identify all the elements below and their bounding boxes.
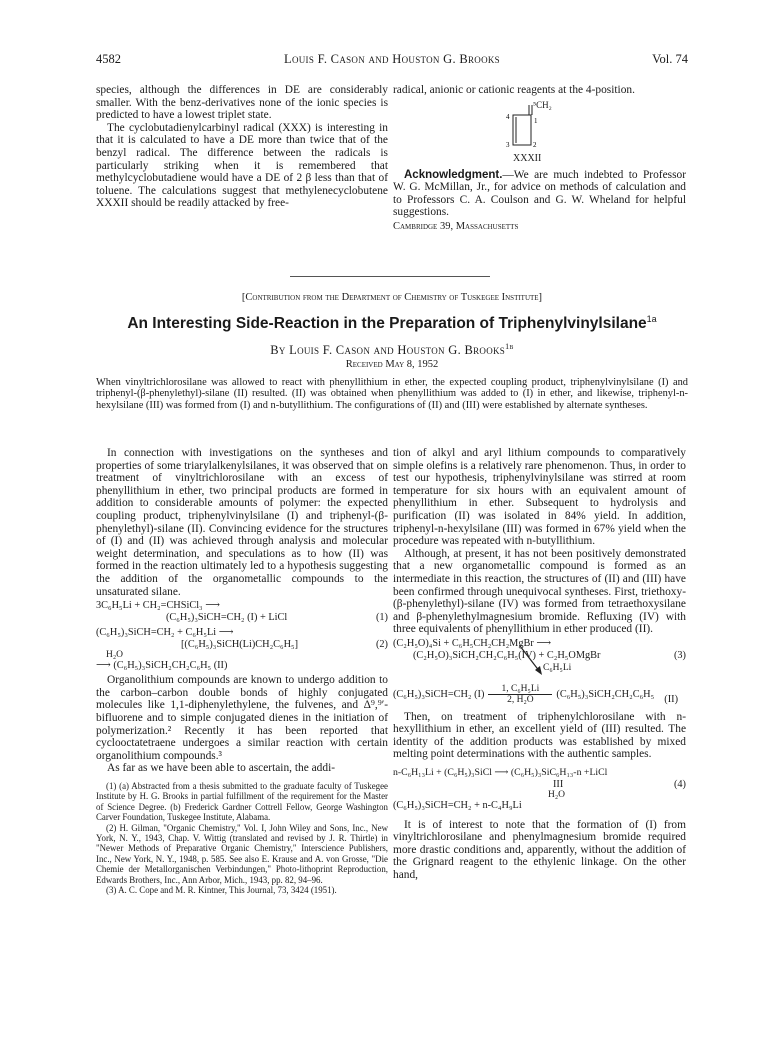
left-column — [96, 447, 388, 895]
footnote: (1) (a) Abstracted from a thesis submitted to the graduate faculty of Tuskegee Institute by H. G. Brooks in partial fulfillment of the requirement for the Master of Science Degree. (b) Frederick Gardner Cottrell Fellow, George Washington Carver Foundation, Tuskegee Institute, Alabama. — [96, 780, 388, 823]
reaction-arrow — [488, 684, 552, 705]
equation-number: (4) — [673, 779, 686, 791]
cyclobutene-ring-drawing — [503, 103, 543, 151]
equation-2 — [96, 627, 388, 673]
compound-label: (II) — [664, 694, 678, 706]
byline — [96, 342, 688, 358]
structure-label: XXXII — [513, 152, 542, 164]
paragraph: radical, anionic or cationic reagents at the 4-position. — [393, 84, 635, 96]
ring-number-4: 4 — [506, 112, 510, 121]
top-right-column — [393, 84, 686, 234]
compound-label: III — [553, 779, 564, 791]
equation-line: 3C₆H₅Li + CH₂=CHSiCl₃ ⟶ — [96, 600, 220, 612]
equation-3 — [393, 638, 686, 707]
section-divider — [290, 276, 490, 277]
ring-number-2: 2 — [533, 140, 537, 149]
ring-number-3: 3 — [506, 140, 510, 149]
top-left-column — [96, 84, 388, 210]
paragraph: In connection with investigations on the syntheses and properties of some triarylalkenylsilanes, it was observed that on treatment of vinyltrichlorosilane with an excess of phenyllithium in ether, two principal products are formed in addition to considerable amounts of polymer: the expected coupling product, triphenylvinylsilane (I) and triphenyl-(β-phenylethyl)-silane (II). Convincing evidence for the structures of (I) and (II) was achieved through analysis and molecular weight determination, and speculations as to how (II) was formed in the reaction ultimately led to a hypothesis suggesting the addition of the organometallic compounds to the unsaturated silane. — [96, 447, 388, 598]
acknowledgment-text: —We are much indebted to Professor W. G. McMillan, Jr., for advice on methods of calculation and to Professors C. A. Coulson and G. W. Wheland for helpful suggestions. — [393, 168, 686, 219]
equation-line — [96, 639, 388, 651]
equation-number: (3) — [673, 650, 686, 662]
equation-1 — [96, 600, 388, 624]
equation-product: (C₆H₅)₃SiCH=CH₂ (I) + LiCl — [166, 612, 288, 624]
paragraph: As far as we have been able to ascertain, the addi- — [107, 762, 336, 775]
paragraph: Although, at present, it has not been positively demonstrated that a new organometallic compound is formed as an intermediate in this reaction, the structures of (II) and (III) have been confirmed through unequivocal syntheses. First, triethoxy-(β-phenylethyl)-silane (IV) was formed from tetraethoxysilane and β-phenylethylmagnesium bromide. Refluxing (IV) with three equivalents of phenyllithium in ether produced (II). — [393, 547, 686, 636]
equation-product: (C₆H₅)₃SiCH₂CH₂C₆H₅ — [556, 688, 655, 700]
equation-intermediate: [(C₆H₅)₃SiCH(Li)CH₂C₆H₅] — [181, 638, 299, 650]
equation-number: (1) — [375, 612, 388, 624]
article-title-text: An Interesting Side-Reaction in the Preparation of Triphenylvinylsilane — [127, 315, 647, 333]
reagent-label: H₂O — [548, 790, 566, 801]
equation-line: ⟶ (C₆H₅)₃SiCH₂CH₂C₆H₅ (II) — [96, 659, 228, 671]
contribution-line: [Contribution from the Department of Chemistry of Tuskegee Institute] — [241, 292, 543, 303]
paragraph: The cyclobutadienylcarbinyl radical (XXX) is interesting in that it is calculated to have a DE more than twice that of the benzyl radical. The difference between the radicals is particularly striking when it is remembered that methylcyclobutadiene would have a DE of 2 β less than that of toluene. The calculations suggest that methylenecyclobutene XXXII should be readily attacked by free- — [96, 121, 388, 210]
paragraph: species, although the differences in DE are considerably smaller. With the benz-derivatives none of the ionic species is predicted to have a lowest triplet state. — [96, 84, 388, 122]
footnotes — [96, 781, 388, 895]
received-date: Received May 8, 1952 — [345, 359, 439, 370]
byline-text: By Louis F. Cason and Houston G. Brooks — [270, 343, 506, 358]
acknowledgment-heading: Acknowledgment. — [404, 168, 503, 181]
arrow-reagent-top: 1, C₆H₅Li — [501, 684, 540, 695]
equation-line: (C₆H₅)₃SiCH=CH₂ + n-C₄H₉Li — [393, 800, 522, 812]
footnote: (3) A. C. Cope and M. R. Kintner, This Journal, 73, 3424 (1951). — [106, 884, 337, 895]
paragraph: It is of interest to note that the formation of (I) from vinyltrichlorosilane and phenylmagnesium bromide required more drastic conditions and, apparently, without the addition of the Grignard reagent to the ethylenic linkage. On the other hand, — [393, 818, 686, 881]
paragraph: Then, on treatment of triphenylchlorosilane with n-hexyllithium in ether, an excellent yield of (III) resulted. The identity of the addition products was established by mixed melting point determinations with the authentic samples. — [393, 710, 686, 761]
equation-line: (C₂H₅O)₄Si + C₆H₅CH₂CH₂MgBr ⟶ — [393, 637, 552, 649]
equation-number: (2) — [375, 638, 388, 650]
equation-4 — [393, 767, 686, 813]
equation-line — [96, 612, 388, 624]
paragraph: tion of alkyl and aryl lithium compounds to comparatively simple olefins is a relatively rare phenomenon. Thus, in order to test our hypothesis, triphenylvinylsilane was stirred at room temperature for six hours with an equivalent amount of phenyllithium in ether. Subsequent to hydrolysis and purification (II) was isolated in 84% yield. In addition, triphenyl-n-hexylsilane (III) was formed in 67% yield when the procedure was repeated with n-butyllithium. — [393, 447, 686, 548]
address: Cambridge 39, Massachusetts — [393, 220, 519, 232]
acknowledgment — [393, 169, 686, 219]
equation-line: n-C₆H₁₃Li + (C₆H₅)₃SiCl ⟶ (C₆H₅)₃SiC₆H₁₃-n +LiCl — [393, 766, 608, 778]
ring-number-1: 1 — [534, 116, 538, 125]
arrow-reagent-bottom: 2, H₂O — [507, 695, 534, 706]
reaction-branch — [393, 662, 686, 680]
right-column — [393, 447, 686, 881]
structure-xxxii — [393, 99, 686, 169]
running-title: Louis F. Cason and Houston G. Brooks — [284, 52, 500, 66]
reagent-label: C₆H₅Li — [543, 663, 572, 674]
article-title — [96, 314, 688, 333]
volume-label: Vol. 74 — [652, 52, 688, 66]
footnote: (2) H. Gilman, "Organic Chemistry," Vol. I, John Wiley and Sons, Inc., New York, N. Y., 1943, Chap. V. Wittig (translated and revised by J. R. Thirtle) in "Newer Methods of Preparative Organic Chemistry," Interscience Publishers, Inc., New York, N. Y., 1948, p. 585. See also E. Krause and A. von Grosse, "Die Chemie der Metallorganischen Verbindungen," Photo-lithoprint Reproduction, Edwards Brothers, Inc., Ann Arbor, Mich., 1943, pp. 82, 94–96. — [96, 822, 388, 885]
equation-line — [393, 779, 686, 791]
equation-reactant: (C₆H₅)₃SiCH=CH₂ (I) — [393, 688, 485, 700]
reagent-label: H₂O — [106, 649, 124, 660]
paragraph: Organolithium compounds are known to undergo addition to the carbon–carbon double bonds of highly conjugated molecules like 1,1-diphenylethylene, the fulvenes, and Δ⁹,⁹′-bifluorene and to simple conjugated dienes in the initiation of polymerization.² Recently it has been reported that cyclooctatetraene undergoes a similar reaction with certain organolithium compounds.³ — [96, 674, 388, 762]
page-number: 4582 — [96, 52, 121, 66]
byline-footnote-mark: 1b — [505, 342, 514, 351]
title-footnote-mark: 1a — [646, 314, 657, 324]
equation-line: (C₆H₅)₃SiCH=CH₂ + C₆H₅Li ⟶ — [96, 626, 234, 638]
abstract: When vinyltrichlorosilane was allowed to react with phenyllithium in ether, the expected coupling product, triphenylvinylsilane (I) and triphenyl-(β-phenylethyl)-silane (II) resulted. (II) was obtained when phenyllithium was added to (I) in ether, and likewise, triphenyl-n-hexylsilane (III) was formed from (I) and n-butyllithium. The configurations of (II) and (III) were established by alternate syntheses. — [96, 377, 688, 411]
structure-ch2-label: ⁵CH₂ — [533, 99, 552, 110]
equation-product: (C₂H₅O)₃SiCH₂CH₂C₆H₅(IV) + C₂H₅OMgBr — [413, 650, 601, 662]
